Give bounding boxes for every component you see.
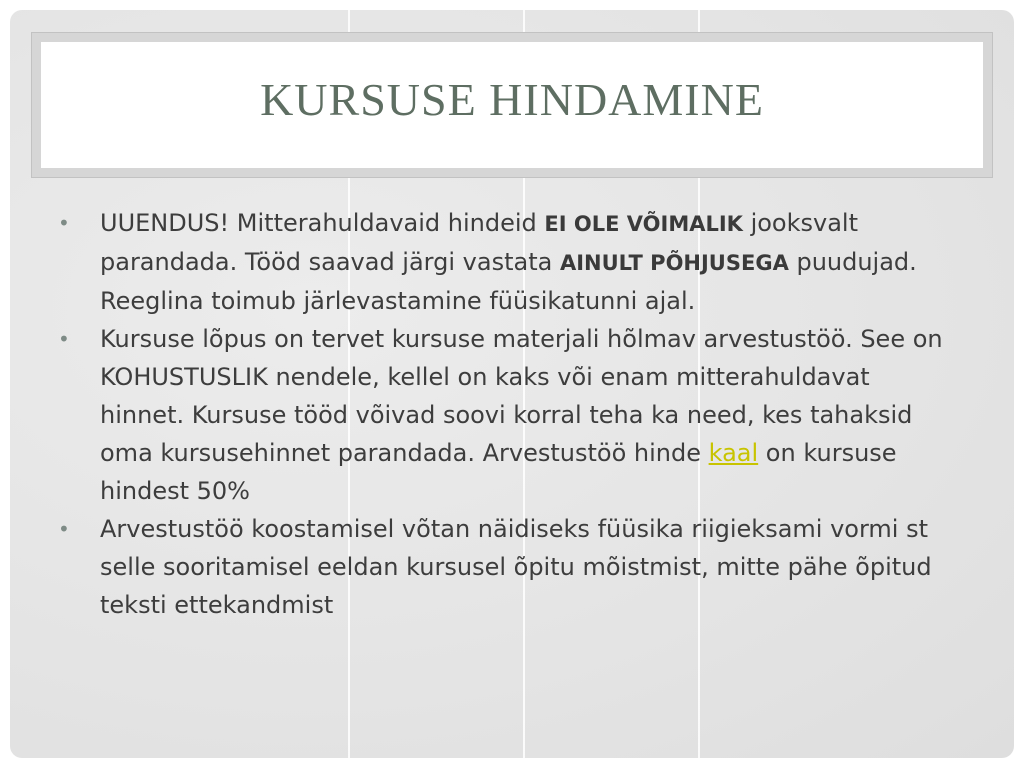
bullet-icon: • xyxy=(58,327,70,351)
bullet-text-run: jooksvalt parandada. Tööd saavad järgi vastata xyxy=(100,209,859,276)
bullet-text-bold: EI OLE VÕIMALIK xyxy=(544,212,743,236)
bullet-icon: • xyxy=(58,517,70,541)
bullet-text-run: puudujad. Reeglina toimub järlevastamine füüsikatunni ajal. xyxy=(100,248,917,315)
kaal-link[interactable]: kaal xyxy=(708,439,759,467)
bullet-item-2 xyxy=(56,320,956,510)
slide xyxy=(10,10,1014,758)
bullet-text-run: Kursuse lõpus on tervet kursuse materjali hõlmav arvestustöö. See on KOHUSTUSLIK nendele, kellel on kaks või enam mitterahuldavat hinnet. Kursuse tööd võivad soovi korral teha ka need, kes tahaksid oma kursusehinnet parandada. Arvestustöö hinde xyxy=(100,325,943,467)
title-box xyxy=(41,42,983,168)
bullet-icon: • xyxy=(58,211,70,235)
bullet-text-bold: AINULT PÕHJUSEGA xyxy=(559,251,789,275)
title-frame xyxy=(31,32,993,178)
bullet-text xyxy=(100,320,956,510)
bullet-text-run: UUENDUS! Mitterahuldavaid hindeid xyxy=(100,209,545,237)
slide-title: KURSUSE HINDAMINE xyxy=(260,73,764,125)
bullet-item-3 xyxy=(56,510,956,624)
bullet-item-1 xyxy=(56,204,956,320)
bullet-list xyxy=(56,204,956,624)
bullet-text-run: on kursuse hindest 50% xyxy=(100,439,897,505)
bullet-text-run: Arvestustöö koostamisel võtan näidiseks füüsika riigieksami vormi st selle sooritamisel eeldan kursusel õpitu mõistmist, mitte pähe õpitud teksti ettekandmist xyxy=(100,515,932,619)
bullet-text xyxy=(100,204,956,320)
bullet-text xyxy=(100,510,956,624)
